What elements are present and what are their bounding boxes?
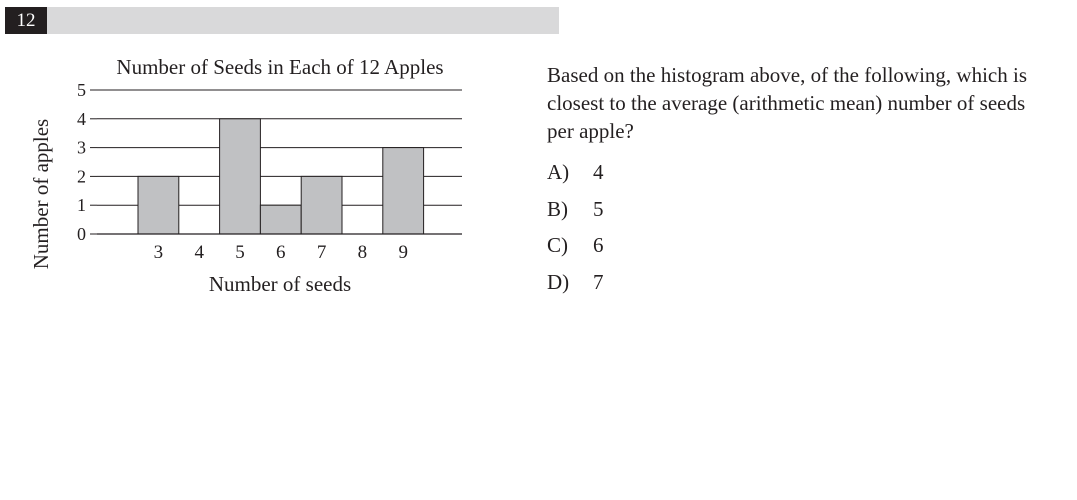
x-tick-label: 8 xyxy=(357,242,368,263)
choice-letter: D) xyxy=(547,269,570,294)
histogram-bar xyxy=(383,148,424,234)
choice-letter: A) xyxy=(547,160,570,184)
question-header-bar xyxy=(5,7,559,34)
choice-a[interactable] xyxy=(547,158,604,195)
x-axis-ticks xyxy=(154,242,408,263)
histogram-chart xyxy=(0,40,500,310)
histogram-bar xyxy=(260,205,301,234)
x-tick-label: 9 xyxy=(398,242,408,263)
x-axis-label: Number of seeds xyxy=(208,272,352,296)
y-axis-label: Number of apples xyxy=(29,118,53,270)
histogram-bar xyxy=(301,176,342,234)
y-tick-label: 5 xyxy=(77,80,86,100)
choice-value: 6 xyxy=(593,233,604,257)
y-tick-label: 4 xyxy=(77,108,86,129)
choice-value: 4 xyxy=(593,160,604,184)
choice-letter: C) xyxy=(547,233,568,257)
choice-letter: B) xyxy=(547,196,568,221)
y-tick-label: 3 xyxy=(77,137,86,158)
x-tick-label: 5 xyxy=(235,242,245,263)
y-tick-label: 0 xyxy=(77,224,86,244)
y-tick-label: 2 xyxy=(77,166,86,187)
choice-value: 5 xyxy=(593,196,604,221)
x-tick-label: 3 xyxy=(153,242,164,263)
chart-title: Number of Seeds in Each of 12 Apples xyxy=(116,55,444,79)
histogram-bar xyxy=(138,176,179,234)
choice-c[interactable] xyxy=(547,231,604,268)
question-text: Based on the histogram above, of the following, which is closest to the average (arithmetic mean) number of seeds per apple? xyxy=(547,63,1027,143)
question-number: 12 xyxy=(5,7,47,34)
choice-b[interactable] xyxy=(547,195,604,232)
y-tick-label: 1 xyxy=(77,195,86,216)
choice-d[interactable] xyxy=(547,268,604,305)
choice-value: 7 xyxy=(593,269,604,294)
x-tick-label: 6 xyxy=(276,242,286,263)
answer-choices xyxy=(547,158,604,304)
histogram-bar xyxy=(220,119,261,234)
x-tick-label: 4 xyxy=(194,242,204,263)
x-tick-label: 7 xyxy=(316,242,327,263)
